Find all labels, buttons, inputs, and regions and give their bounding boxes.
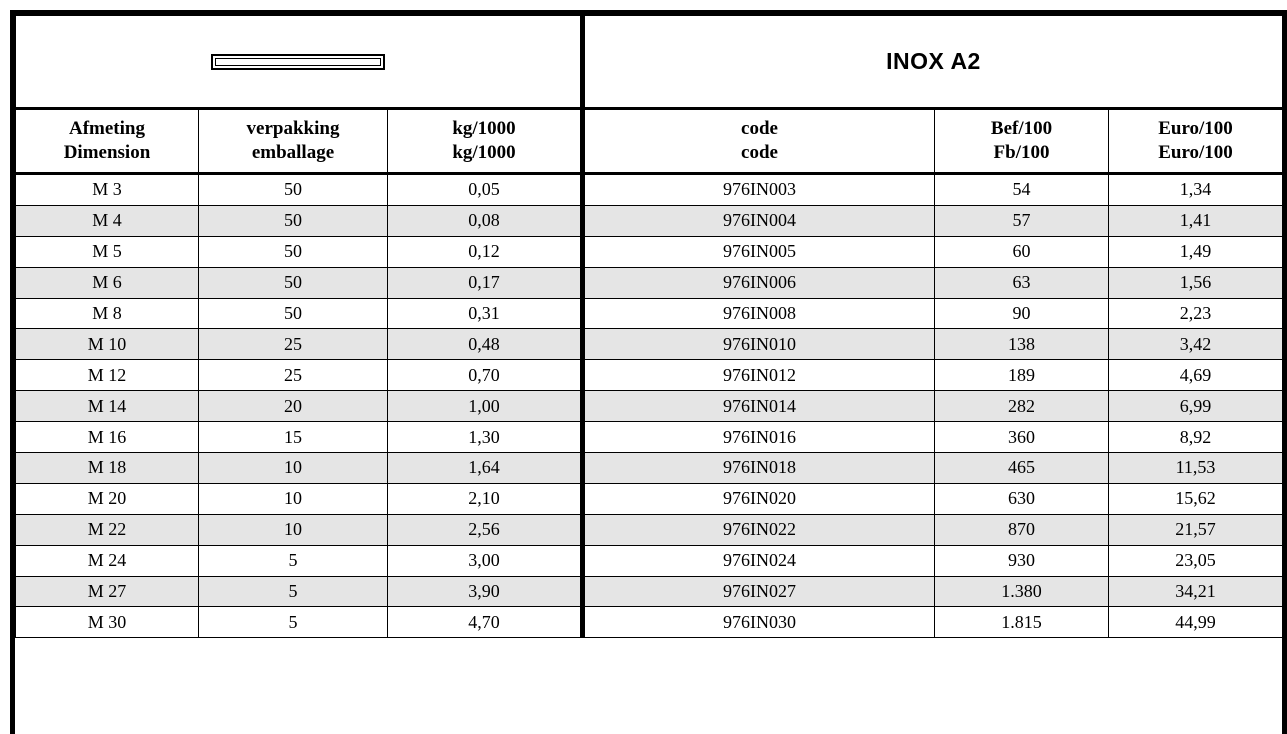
table-row <box>16 205 1283 236</box>
col-header-line2: kg/1000 <box>452 142 516 163</box>
cell-weight: 0,12 <box>388 236 583 267</box>
cell-packaging: 5 <box>199 545 388 576</box>
cell-packaging: 50 <box>199 205 388 236</box>
table-row <box>16 298 1283 329</box>
col-header-line1: code <box>741 118 778 139</box>
cell-weight: 2,10 <box>388 483 583 514</box>
col-header-line1: kg/1000 <box>452 118 516 139</box>
material-cell <box>583 16 1283 109</box>
cell-dimension: M 22 <box>16 514 199 545</box>
cell-bef-price: 282 <box>935 391 1109 422</box>
cell-code: 976IN018 <box>583 453 935 484</box>
cell-dimension: M 16 <box>16 422 199 453</box>
cell-bef-price: 54 <box>935 174 1109 206</box>
cell-bef-price: 930 <box>935 545 1109 576</box>
table-row <box>16 236 1283 267</box>
table-row <box>16 391 1283 422</box>
product-symbol-cell <box>16 16 583 109</box>
cell-bef-price: 630 <box>935 483 1109 514</box>
cell-dimension: M 8 <box>16 298 199 329</box>
cell-packaging: 20 <box>199 391 388 422</box>
cell-code: 976IN022 <box>583 514 935 545</box>
cell-euro-price: 1,34 <box>1109 174 1283 206</box>
cell-packaging: 50 <box>199 236 388 267</box>
col-header-euro-price <box>1109 109 1283 174</box>
cell-euro-price: 4,69 <box>1109 360 1283 391</box>
col-header-line1: Euro/100 <box>1158 118 1233 139</box>
col-header-line1: verpakking <box>246 118 340 139</box>
cell-code: 976IN006 <box>583 267 935 298</box>
cell-euro-price: 34,21 <box>1109 576 1283 607</box>
cell-weight: 4,70 <box>388 607 583 638</box>
cell-bef-price: 60 <box>935 236 1109 267</box>
cell-dimension: M 20 <box>16 483 199 514</box>
table-row <box>16 607 1283 638</box>
cell-weight: 3,00 <box>388 545 583 576</box>
cell-weight: 0,70 <box>388 360 583 391</box>
cell-code: 976IN027 <box>583 576 935 607</box>
cell-bef-price: 63 <box>935 267 1109 298</box>
cell-dimension: M 6 <box>16 267 199 298</box>
cell-weight: 0,05 <box>388 174 583 206</box>
table-row <box>16 545 1283 576</box>
cell-weight: 3,90 <box>388 576 583 607</box>
col-header-code <box>583 109 935 174</box>
col-header-line1: Bef/100 <box>990 118 1053 139</box>
cell-code: 976IN030 <box>583 607 935 638</box>
cell-code: 976IN016 <box>583 422 935 453</box>
col-header-weight <box>388 109 583 174</box>
cell-weight: 1,64 <box>388 453 583 484</box>
table-row <box>16 514 1283 545</box>
table-row <box>16 174 1283 206</box>
cell-code: 976IN024 <box>583 545 935 576</box>
cell-code: 976IN003 <box>583 174 935 206</box>
cell-euro-price: 44,99 <box>1109 607 1283 638</box>
cell-packaging: 25 <box>199 329 388 360</box>
cell-code: 976IN014 <box>583 391 935 422</box>
title-row <box>16 16 1283 109</box>
cell-dimension: M 30 <box>16 607 199 638</box>
cell-code: 976IN005 <box>583 236 935 267</box>
table-row <box>16 422 1283 453</box>
cell-dimension: M 3 <box>16 174 199 206</box>
price-table <box>15 15 1283 638</box>
cell-euro-price: 11,53 <box>1109 453 1283 484</box>
cell-weight: 0,17 <box>388 267 583 298</box>
cell-bef-price: 57 <box>935 205 1109 236</box>
table-row <box>16 483 1283 514</box>
cell-code: 976IN008 <box>583 298 935 329</box>
table-row <box>16 329 1283 360</box>
cell-weight: 1,30 <box>388 422 583 453</box>
cell-packaging: 15 <box>199 422 388 453</box>
cell-weight: 0,48 <box>388 329 583 360</box>
cell-euro-price: 3,42 <box>1109 329 1283 360</box>
cell-euro-price: 1,41 <box>1109 205 1283 236</box>
cell-dimension: M 10 <box>16 329 199 360</box>
cell-euro-price: 1,49 <box>1109 236 1283 267</box>
cell-euro-price: 15,62 <box>1109 483 1283 514</box>
cell-dimension: M 14 <box>16 391 199 422</box>
cell-packaging: 10 <box>199 514 388 545</box>
washer-outline-icon <box>211 54 385 70</box>
column-header-row <box>16 109 1283 174</box>
cell-code: 976IN020 <box>583 483 935 514</box>
cell-dimension: M 24 <box>16 545 199 576</box>
cell-euro-price: 8,92 <box>1109 422 1283 453</box>
cell-bef-price: 1.380 <box>935 576 1109 607</box>
cell-dimension: M 5 <box>16 236 199 267</box>
price-list-sheet <box>10 10 1287 734</box>
cell-packaging: 50 <box>199 174 388 206</box>
col-header-line1: Afmeting <box>69 118 145 139</box>
cell-euro-price: 6,99 <box>1109 391 1283 422</box>
cell-bef-price: 90 <box>935 298 1109 329</box>
cell-bef-price: 870 <box>935 514 1109 545</box>
cell-code: 976IN012 <box>583 360 935 391</box>
col-header-bef-price <box>935 109 1109 174</box>
cell-code: 976IN010 <box>583 329 935 360</box>
col-header-line2: Dimension <box>63 142 151 163</box>
cell-weight: 1,00 <box>388 391 583 422</box>
cell-bef-price: 360 <box>935 422 1109 453</box>
cell-packaging: 10 <box>199 453 388 484</box>
material-title: INOX A2 <box>886 48 981 74</box>
cell-dimension: M 12 <box>16 360 199 391</box>
cell-weight: 2,56 <box>388 514 583 545</box>
col-header-packaging <box>199 109 388 174</box>
cell-euro-price: 21,57 <box>1109 514 1283 545</box>
cell-dimension: M 18 <box>16 453 199 484</box>
cell-packaging: 5 <box>199 576 388 607</box>
cell-packaging: 10 <box>199 483 388 514</box>
cell-bef-price: 189 <box>935 360 1109 391</box>
cell-euro-price: 1,56 <box>1109 267 1283 298</box>
cell-code: 976IN004 <box>583 205 935 236</box>
col-header-line2: Euro/100 <box>1158 142 1233 163</box>
cell-packaging: 5 <box>199 607 388 638</box>
col-header-line2: Fb/100 <box>993 142 1050 163</box>
cell-dimension: M 4 <box>16 205 199 236</box>
table-row <box>16 576 1283 607</box>
cell-packaging: 25 <box>199 360 388 391</box>
col-header-line2: code <box>741 142 778 163</box>
cell-packaging: 50 <box>199 267 388 298</box>
cell-dimension: M 27 <box>16 576 199 607</box>
cell-weight: 0,31 <box>388 298 583 329</box>
cell-euro-price: 2,23 <box>1109 298 1283 329</box>
cell-euro-price: 23,05 <box>1109 545 1283 576</box>
col-header-dimension <box>16 109 199 174</box>
cell-packaging: 50 <box>199 298 388 329</box>
cell-bef-price: 138 <box>935 329 1109 360</box>
table-row <box>16 453 1283 484</box>
table-row <box>16 360 1283 391</box>
cell-bef-price: 1.815 <box>935 607 1109 638</box>
table-row <box>16 267 1283 298</box>
cell-weight: 0,08 <box>388 205 583 236</box>
col-header-line2: emballage <box>251 142 335 163</box>
cell-bef-price: 465 <box>935 453 1109 484</box>
